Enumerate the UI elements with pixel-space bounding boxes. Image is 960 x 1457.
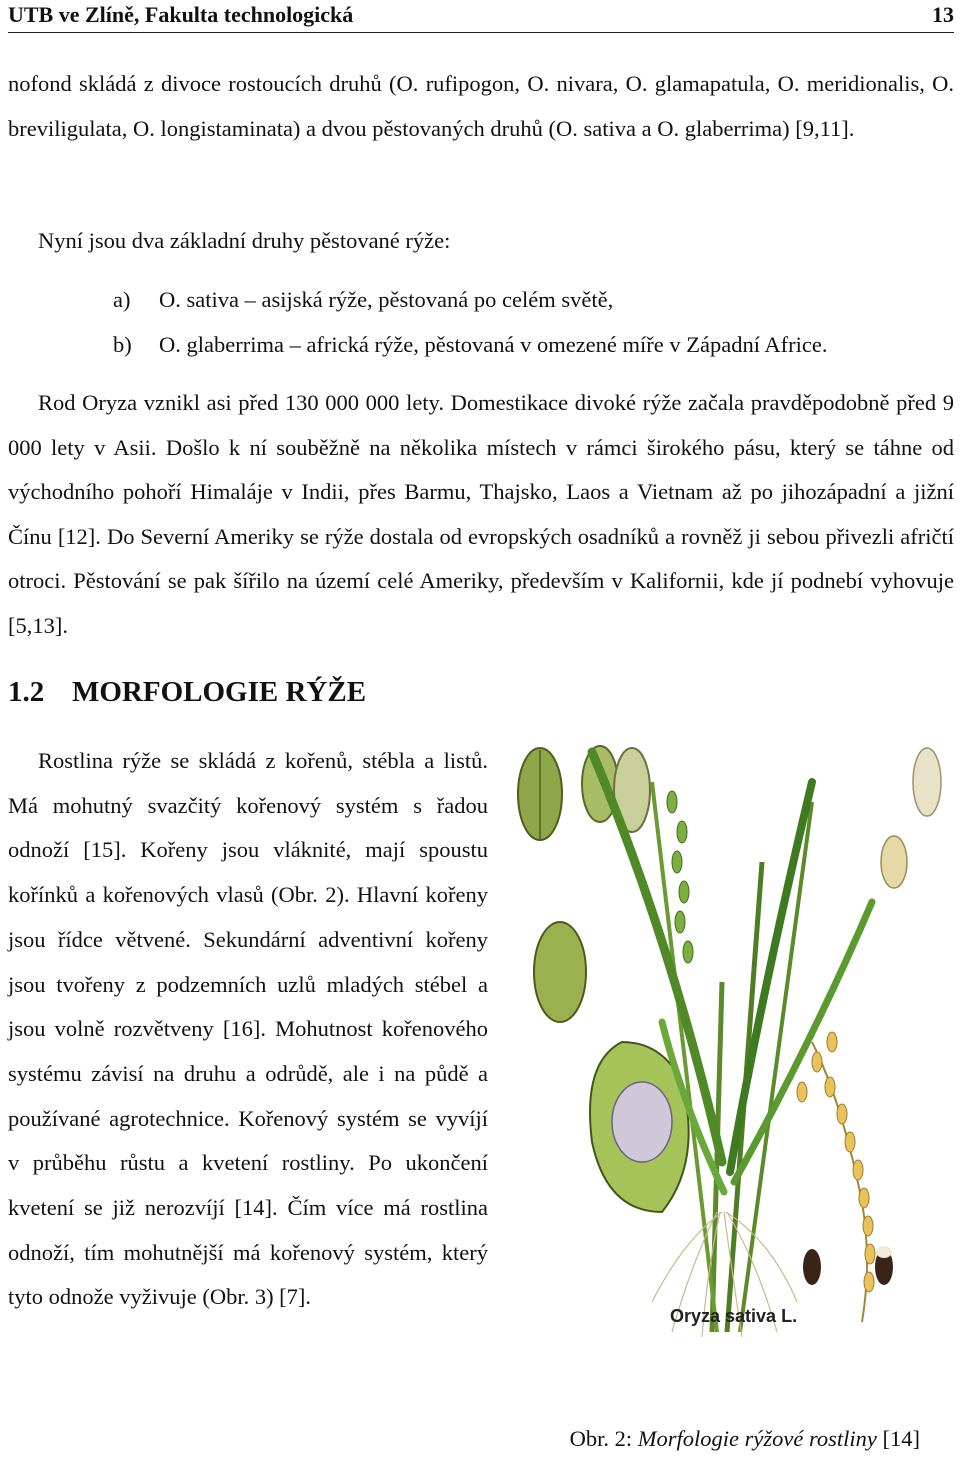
list-item-text: O. sativa – asijská rýže, pěstovaná po celém světě, (159, 287, 614, 312)
page-header (8, 0, 954, 33)
list-item (113, 278, 613, 322)
section-heading (8, 676, 366, 709)
list-item-label: a) (113, 287, 131, 312)
rice-plant-illustration (512, 742, 948, 1342)
caption-prefix: Obr. 2: (569, 1426, 633, 1451)
caption-reference: [14] (882, 1426, 920, 1451)
paragraph-history: Rod Oryza vznikl asi před 130 000 000 lety. Domestikace divoké rýže začala pravděpodobně před 9 000 lety v Asii. Došlo k ní souběžně na několika místech v rámci širokého pásu, který se táhne od východního pohoří Himaláje v Indii, přes Barmu, Thajsko, Laos a Vietnam až po jihozápadní a jižní Čínu [12]. Do Severní Ameriky se rýže dostala od evropských osadníků a rovněž ji sebou přivezli afričtí otroci. Pěstování se pak šířilo na území celé Ameriky, především v Kalifornii, kde jí podnebí vyhovuje [5,13]. (8, 390, 954, 638)
figure-inline-label: Oryza sativa L. (670, 1306, 798, 1326)
page-number: 13 (932, 2, 954, 27)
list-item-label: b) (113, 332, 132, 357)
section-number: 1.2 (8, 676, 45, 708)
figure-caption (570, 1426, 920, 1452)
paragraph-species: Nyní jsou dva základní druhy pěstované rýže: (38, 228, 451, 253)
section-title: MORFOLOGIE RÝŽE (72, 676, 367, 708)
paragraph-morphology: Rostlina rýže se skládá z kořenů, stébla a listů. Má mohutný svazčitý kořenový systém s řadou odnoží [15]. Kořeny jsou vláknité, mají spoustu kořínků a kořenových vlasů (Obr. 2). Hlavní kořeny jsou řídce větvené. Sekundární adventivní kořeny jsou tvořeny z podzemních uzlů mladých stébel a jsou volně rozvětveny [16]. Mohutnost kořenového systému závisí na druhu a odrůdě, ale i na půdě a používané agrotechnice. Kořenový systém se vyvíjí v průběhu růstu a kvetení rostliny. Po ukončení kvetení se již nerozvíjí [14]. Čím více má rostlina odnoží, tím mohutnější má kořenový systém, který tyto odnože vyživuje (Obr. 3) [7]. (8, 748, 488, 1310)
list-item-text: O. glaberrima – africká rýže, pěstovaná v omezené míře v Západní Africe. (159, 332, 828, 357)
running-title: UTB ve Zlíně, Fakulta technologická (8, 2, 354, 27)
paragraph-intro: nofond skládá z divoce rostoucích druhů (O. rufipogon, O. nivara, O. glamapatula, O. meridionalis, O. breviligulata, O. longistaminata) a dvou pěstovaných druhů (O. sativa a O. glaberrima) [9,11]. (8, 71, 954, 141)
rice-plant-drawing (512, 742, 948, 1342)
caption-title: Morfologie rýžové rostliny (637, 1426, 877, 1451)
list-item (113, 323, 827, 367)
